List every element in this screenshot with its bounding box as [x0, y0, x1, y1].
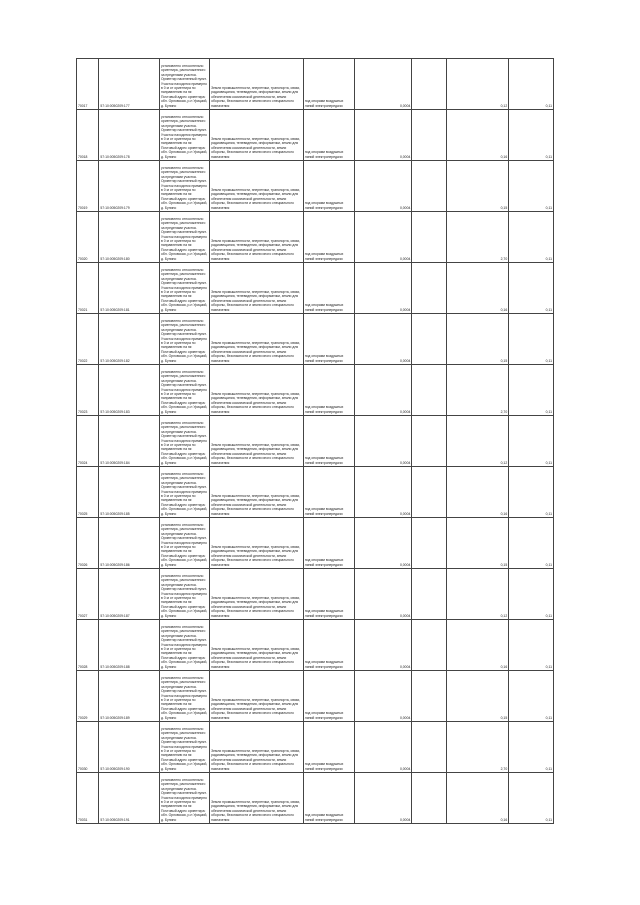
area-cell: 0,0004 [354, 314, 411, 365]
cadastral-register-table [76, 58, 554, 824]
value-cell-1 [412, 263, 447, 314]
land-category-cell: Земли промышленности, энергетики, транспорта, связи, радиовещания, телевидения, информатики, земли для обеспечения космической деятельности, земли обороны, безопасности и земли иного специального назначения [210, 671, 304, 722]
permitted-use-cell: под опорами воздушных линий электропередачи [303, 620, 354, 671]
value-cell-3: 0,11 [509, 365, 554, 416]
permitted-use-cell: под опорами воздушных линий электропередачи [303, 722, 354, 773]
table-row [77, 110, 554, 161]
value-cell-1 [412, 212, 447, 263]
location-description-cell: установлено относительно ориентира, расположенного за пределами участка. Ориентир населенный пункт. Участок находится примерно в 0 м от ориентира по направлению на юг. Почтовый адрес ориентира: обл. Орловская, р-н Урицкий, д. Бунино [160, 722, 210, 773]
area-cell: 0,0004 [354, 416, 411, 467]
table-row [77, 59, 554, 110]
table-row [77, 416, 554, 467]
land-category-cell: Земли промышленности, энергетики, транспорта, связи, радиовещания, телевидения, информатики, земли для обеспечения космической деятельности, земли обороны, безопасности и земли иного специального назначения [210, 569, 304, 620]
record-number-cell: 70027 [77, 569, 99, 620]
value-cell-1 [412, 773, 447, 824]
table-row [77, 518, 554, 569]
land-category-cell: Земли промышленности, энергетики, транспорта, связи, радиовещания, телевидения, информатики, земли для обеспечения космической деятельности, земли обороны, безопасности и земли иного специального назначения [210, 467, 304, 518]
land-category-cell: Земли промышленности, энергетики, транспорта, связи, радиовещания, телевидения, информатики, земли для обеспечения космической деятельности, земли обороны, безопасности и земли иного специального назначения [210, 365, 304, 416]
area-cell: 0,0004 [354, 671, 411, 722]
value-cell-3: 0,11 [509, 110, 554, 161]
value-cell-3: 0,11 [509, 263, 554, 314]
table-row [77, 620, 554, 671]
record-number-cell: 70023 [77, 365, 99, 416]
record-number-cell: 70019 [77, 161, 99, 212]
record-number-cell: 70029 [77, 671, 99, 722]
cadastral-number-cell: 57:10:0050209:177 [99, 59, 160, 110]
value-cell-3: 0,11 [509, 569, 554, 620]
value-cell-2: 0,16 [447, 263, 509, 314]
cadastral-number-cell: 57:10:0050209:181 [99, 263, 160, 314]
cadastral-number-cell: 57:10:0050209:182 [99, 314, 160, 365]
area-cell: 0,0004 [354, 212, 411, 263]
value-cell-2: 0,12 [447, 416, 509, 467]
table-row [77, 773, 554, 824]
table-body [77, 59, 554, 824]
cadastral-number-cell: 57:10:0050209:186 [99, 518, 160, 569]
permitted-use-cell: под опорами воздушных линий электропередачи [303, 569, 354, 620]
area-cell: 0,0004 [354, 263, 411, 314]
value-cell-2: 2,70 [447, 365, 509, 416]
value-cell-2: 0,16 [447, 467, 509, 518]
cadastral-number-cell: 57:10:0050209:180 [99, 212, 160, 263]
permitted-use-cell: под опорами воздушных линий электропередачи [303, 365, 354, 416]
location-description-cell: установлено относительно ориентира, расположенного за пределами участка. Ориентир населенный пункт. Участок находится примерно в 0 м от ориентира по направлению на юг. Почтовый адрес ориентира: обл. Орловская, р-н Урицкий, д. Бунино [160, 569, 210, 620]
value-cell-1 [412, 620, 447, 671]
location-description-cell: установлено относительно ориентира, расположенного за пределами участка. Ориентир населенный пункт. Участок находится примерно в 0 м от ориентира по направлению на юг. Почтовый адрес ориентира: обл. Орловская, р-н Урицкий, д. Бунино [160, 365, 210, 416]
cadastral-number-cell: 57:10:0050209:190 [99, 722, 160, 773]
permitted-use-cell: под опорами воздушных линий электропередачи [303, 110, 354, 161]
location-description-cell: установлено относительно ориентира, расположенного за пределами участка. Ориентир населенный пункт. Участок находится примерно в 0 м от ориентира по направлению на юг. Почтовый адрес ориентира: обл. Орловская, р-н Урицкий, д. Бунино [160, 671, 210, 722]
location-description-cell: установлено относительно ориентира, расположенного за пределами участка. Ориентир населенный пункт. Участок находится примерно в 0 м от ориентира по направлению на юг. Почтовый адрес ориентира: обл. Орловская, р-н Урицкий, д. Бунино [160, 773, 210, 824]
permitted-use-cell: под опорами воздушных линий электропередачи [303, 314, 354, 365]
area-cell: 0,0004 [354, 569, 411, 620]
cadastral-number-cell: 57:10:0050209:178 [99, 110, 160, 161]
land-category-cell: Земли промышленности, энергетики, транспорта, связи, радиовещания, телевидения, информатики, земли для обеспечения космической деятельности, земли обороны, безопасности и земли иного специального назначения [210, 773, 304, 824]
land-category-cell: Земли промышленности, энергетики, транспорта, связи, радиовещания, телевидения, информатики, земли для обеспечения космической деятельности, земли обороны, безопасности и земли иного специального назначения [210, 620, 304, 671]
cadastral-number-cell: 57:10:0050209:189 [99, 671, 160, 722]
value-cell-3: 0,11 [509, 467, 554, 518]
permitted-use-cell: под опорами воздушных линий электропередачи [303, 59, 354, 110]
cadastral-number-cell: 57:10:0050209:184 [99, 416, 160, 467]
value-cell-1 [412, 467, 447, 518]
value-cell-3: 0,11 [509, 518, 554, 569]
area-cell: 0,0004 [354, 467, 411, 518]
cadastral-number-cell: 57:10:0050209:185 [99, 467, 160, 518]
table-row [77, 569, 554, 620]
permitted-use-cell: под опорами воздушных линий электропередачи [303, 416, 354, 467]
area-cell: 0,0004 [354, 365, 411, 416]
record-number-cell: 70021 [77, 263, 99, 314]
cadastral-number-cell: 57:10:0050209:183 [99, 365, 160, 416]
value-cell-1 [412, 416, 447, 467]
permitted-use-cell: под опорами воздушных линий электропередачи [303, 671, 354, 722]
value-cell-3: 0,11 [509, 671, 554, 722]
location-description-cell: установлено относительно ориентира, расположенного за пределами участка. Ориентир населенный пункт. Участок находится примерно в 0 м от ориентира по направлению на юг. Почтовый адрес ориентира: обл. Орловская, р-н Урицкий, д. Бунино [160, 467, 210, 518]
table-row [77, 365, 554, 416]
permitted-use-cell: под опорами воздушных линий электропередачи [303, 212, 354, 263]
area-cell: 0,0004 [354, 59, 411, 110]
table-row [77, 212, 554, 263]
land-category-cell: Земли промышленности, энергетики, транспорта, связи, радиовещания, телевидения, информатики, земли для обеспечения космической деятельности, земли обороны, безопасности и земли иного специального назначения [210, 110, 304, 161]
value-cell-2: 0,16 [447, 620, 509, 671]
value-cell-1 [412, 671, 447, 722]
location-description-cell: установлено относительно ориентира, расположенного за пределами участка. Ориентир населенный пункт. Участок находится примерно в 0 м от ориентира по направлению на юг. Почтовый адрес ориентира: обл. Орловская, р-н Урицкий, д. Бунино [160, 161, 210, 212]
record-number-cell: 70025 [77, 467, 99, 518]
permitted-use-cell: под опорами воздушных линий электропередачи [303, 773, 354, 824]
land-category-cell: Земли промышленности, энергетики, транспорта, связи, радиовещания, телевидения, информатики, земли для обеспечения космической деятельности, земли обороны, безопасности и земли иного специального назначения [210, 59, 304, 110]
table-row [77, 263, 554, 314]
area-cell: 0,0004 [354, 110, 411, 161]
table-row [77, 722, 554, 773]
value-cell-1 [412, 110, 447, 161]
area-cell: 0,0004 [354, 773, 411, 824]
value-cell-2: 0,12 [447, 569, 509, 620]
location-description-cell: установлено относительно ориентира, расположенного за пределами участка. Ориентир населенный пункт. Участок находится примерно в 0 м от ориентира по направлению на юг. Почтовый адрес ориентира: обл. Орловская, р-н Урицкий, д. Бунино [160, 518, 210, 569]
value-cell-3: 0,11 [509, 59, 554, 110]
record-number-cell: 70028 [77, 620, 99, 671]
record-number-cell: 70022 [77, 314, 99, 365]
value-cell-1 [412, 569, 447, 620]
location-description-cell: установлено относительно ориентира, расположенного за пределами участка. Ориентир населенный пункт. Участок находится примерно в 0 м от ориентира по направлению на юг. Почтовый адрес ориентира: обл. Орловская, р-н Урицкий, д. Бунино [160, 416, 210, 467]
location-description-cell: установлено относительно ориентира, расположенного за пределами участка. Ориентир населенный пункт. Участок находится примерно в 0 м от ориентира по направлению на юг. Почтовый адрес ориентира: обл. Орловская, р-н Урицкий, д. Бунино [160, 212, 210, 263]
permitted-use-cell: под опорами воздушных линий электропередачи [303, 161, 354, 212]
location-description-cell: установлено относительно ориентира, расположенного за пределами участка. Ориентир населенный пункт. Участок находится примерно в 0 м от ориентира по направлению на юг. Почтовый адрес ориентира: обл. Орловская, р-н Урицкий, д. Бунино [160, 314, 210, 365]
value-cell-3: 0,11 [509, 416, 554, 467]
value-cell-1 [412, 365, 447, 416]
value-cell-3: 0,11 [509, 620, 554, 671]
value-cell-3: 0,11 [509, 314, 554, 365]
value-cell-3: 0,11 [509, 773, 554, 824]
land-category-cell: Земли промышленности, энергетики, транспорта, связи, радиовещания, телевидения, информатики, земли для обеспечения космической деятельности, земли обороны, безопасности и земли иного специального назначения [210, 518, 304, 569]
area-cell: 0,0004 [354, 518, 411, 569]
location-description-cell: установлено относительно ориентира, расположенного за пределами участка. Ориентир населенный пункт. Участок находится примерно в 0 м от ориентира по направлению на юг. Почтовый адрес ориентира: обл. Орловская, р-н Урицкий, д. Бунино [160, 620, 210, 671]
table-row [77, 161, 554, 212]
land-category-cell: Земли промышленности, энергетики, транспорта, связи, радиовещания, телевидения, информатики, земли для обеспечения космической деятельности, земли обороны, безопасности и земли иного специального назначения [210, 212, 304, 263]
table-row [77, 467, 554, 518]
value-cell-2: 0,12 [447, 59, 509, 110]
value-cell-2: 2,70 [447, 722, 509, 773]
land-category-cell: Земли промышленности, энергетики, транспорта, связи, радиовещания, телевидения, информатики, земли для обеспечения космической деятельности, земли обороны, безопасности и земли иного специального назначения [210, 314, 304, 365]
record-number-cell: 70020 [77, 212, 99, 263]
area-cell: 0,0004 [354, 620, 411, 671]
location-description-cell: установлено относительно ориентира, расположенного за пределами участка. Ориентир населенный пункт. Участок находится примерно в 0 м от ориентира по направлению на юг. Почтовый адрес ориентира: обл. Орловская, р-н Урицкий, д. Бунино [160, 263, 210, 314]
cadastral-number-cell: 57:10:0050209:191 [99, 773, 160, 824]
record-number-cell: 70017 [77, 59, 99, 110]
record-number-cell: 70024 [77, 416, 99, 467]
permitted-use-cell: под опорами воздушных линий электропередачи [303, 263, 354, 314]
permitted-use-cell: под опорами воздушных линий электропередачи [303, 467, 354, 518]
record-number-cell: 70031 [77, 773, 99, 824]
cadastral-number-cell: 57:10:0050209:187 [99, 569, 160, 620]
value-cell-3: 0,11 [509, 161, 554, 212]
cadastral-number-cell: 57:10:0050209:188 [99, 620, 160, 671]
value-cell-2: 0,16 [447, 110, 509, 161]
area-cell: 0,0004 [354, 161, 411, 212]
land-category-cell: Земли промышленности, энергетики, транспорта, связи, радиовещания, телевидения, информатики, земли для обеспечения космической деятельности, земли обороны, безопасности и земли иного специального назначения [210, 416, 304, 467]
value-cell-2: 0,16 [447, 773, 509, 824]
value-cell-1 [412, 314, 447, 365]
table-row [77, 314, 554, 365]
value-cell-3: 0,11 [509, 212, 554, 263]
location-description-cell: установлено относительно ориентира, расположенного за пределами участка. Ориентир населенный пункт. Участок находится примерно в 0 м от ориентира по направлению на юг. Почтовый адрес ориентира: обл. Орловская, р-н Урицкий, д. Бунино [160, 110, 210, 161]
value-cell-1 [412, 518, 447, 569]
land-category-cell: Земли промышленности, энергетики, транспорта, связи, радиовещания, телевидения, информатики, земли для обеспечения космической деятельности, земли обороны, безопасности и земли иного специального назначения [210, 263, 304, 314]
record-number-cell: 70026 [77, 518, 99, 569]
value-cell-2: 0,15 [447, 518, 509, 569]
area-cell: 0,0004 [354, 722, 411, 773]
value-cell-2: 0,15 [447, 314, 509, 365]
value-cell-1 [412, 722, 447, 773]
value-cell-3: 0,11 [509, 722, 554, 773]
record-number-cell: 70018 [77, 110, 99, 161]
value-cell-2: 0,15 [447, 671, 509, 722]
table-row [77, 671, 554, 722]
permitted-use-cell: под опорами воздушных линий электропередачи [303, 518, 354, 569]
cadastral-number-cell: 57:10:0050209:179 [99, 161, 160, 212]
value-cell-2: 0,15 [447, 161, 509, 212]
record-number-cell: 70030 [77, 722, 99, 773]
value-cell-2: 2,70 [447, 212, 509, 263]
land-category-cell: Земли промышленности, энергетики, транспорта, связи, радиовещания, телевидения, информатики, земли для обеспечения космической деятельности, земли обороны, безопасности и земли иного специального назначения [210, 722, 304, 773]
location-description-cell: установлено относительно ориентира, расположенного за пределами участка. Ориентир населенный пункт. Участок находится примерно в 0 м от ориентира по направлению на юг. Почтовый адрес ориентира: обл. Орловская, р-н Урицкий, д. Бунино [160, 59, 210, 110]
value-cell-1 [412, 59, 447, 110]
value-cell-1 [412, 161, 447, 212]
land-category-cell: Земли промышленности, энергетики, транспорта, связи, радиовещания, телевидения, информатики, земли для обеспечения космической деятельности, земли обороны, безопасности и земли иного специального назначения [210, 161, 304, 212]
